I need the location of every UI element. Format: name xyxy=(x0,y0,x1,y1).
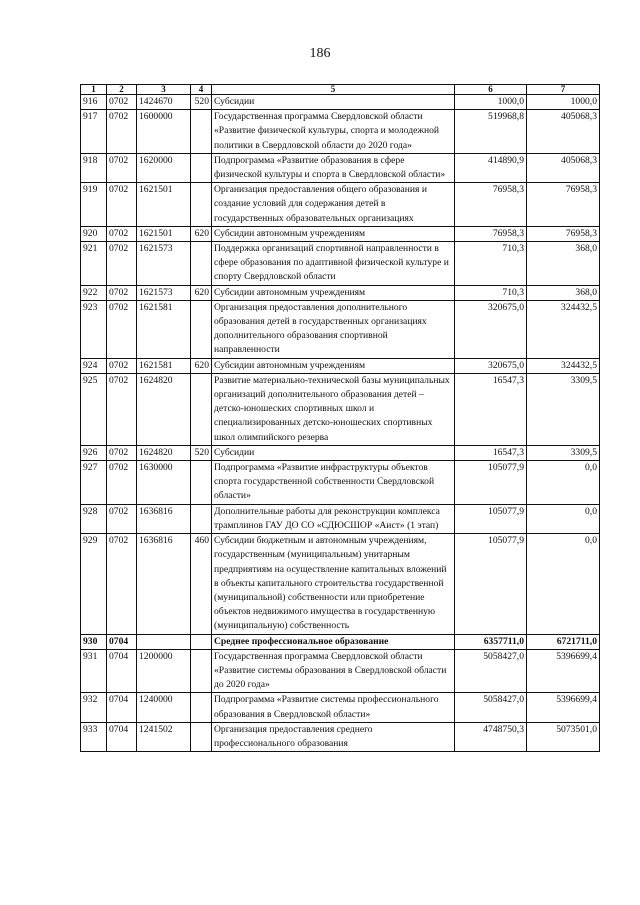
row-number-cell: 931 xyxy=(81,649,107,693)
table-row xyxy=(81,300,600,358)
description-cell: Субсидии xyxy=(212,445,455,460)
amount-2018-cell: 6721711,0 xyxy=(527,634,600,649)
expense-type-cell xyxy=(191,461,212,505)
amount-2017-cell: 4748750,3 xyxy=(455,722,527,751)
amount-2017-cell: 1000,0 xyxy=(455,95,527,110)
amount-2017-cell: 6357711,0 xyxy=(455,634,527,649)
target-code-cell: 1624820 xyxy=(137,373,191,445)
amount-2017-cell: 5058427,0 xyxy=(455,693,527,722)
amount-2017-cell: 76958,3 xyxy=(455,183,527,227)
section-code-cell: 0702 xyxy=(107,242,137,286)
amount-2018-cell: 324432,5 xyxy=(527,358,600,373)
header-cell: 3 xyxy=(137,85,191,95)
section-code-cell: 0702 xyxy=(107,153,137,182)
target-code-cell: 1630000 xyxy=(137,461,191,505)
table-row xyxy=(81,358,600,373)
section-code-cell: 0702 xyxy=(107,445,137,460)
table-row xyxy=(81,634,600,649)
description-cell: Субсидии автономным учреждениям xyxy=(212,226,455,241)
amount-2018-cell: 5396699,4 xyxy=(527,649,600,693)
amount-2018-cell: 405068,3 xyxy=(527,110,600,154)
section-code-cell: 0702 xyxy=(107,183,137,227)
amount-2017-cell: 16547,3 xyxy=(455,445,527,460)
expense-type-cell xyxy=(191,722,212,751)
target-code-cell: 1621501 xyxy=(137,226,191,241)
target-code-cell: 1636816 xyxy=(137,504,191,533)
row-number-cell: 919 xyxy=(81,183,107,227)
description-cell: Государственная программа Свердловской области «Развитие системы образования в Свердловской области до 2020 года» xyxy=(212,649,455,693)
table-row xyxy=(81,693,600,722)
amount-2018-cell: 3309,5 xyxy=(527,445,600,460)
expense-type-cell xyxy=(191,504,212,533)
expense-type-cell: 520 xyxy=(191,95,212,110)
amount-2018-cell: 76958,3 xyxy=(527,183,600,227)
description-cell: Субсидии бюджетным и автономным учреждениям, государственным (муниципальным) унитарным предприятиям на осуществление капитальных вложений в объекты капитального строительства государственной (муниципальной) собственности или приобретение объектов недвижимого имущества в государственную (муниципальную) собственность xyxy=(212,534,455,634)
amount-2018-cell: 0,0 xyxy=(527,461,600,505)
target-code-cell: 1636816 xyxy=(137,534,191,634)
amount-2017-cell: 320675,0 xyxy=(455,358,527,373)
expense-type-cell: 620 xyxy=(191,358,212,373)
description-cell: Среднее профессиональное образование xyxy=(212,634,455,649)
section-code-cell: 0704 xyxy=(107,649,137,693)
amount-2018-cell: 405068,3 xyxy=(527,153,600,182)
target-code-cell: 1620000 xyxy=(137,153,191,182)
amount-2017-cell: 76958,3 xyxy=(455,226,527,241)
row-number-cell: 924 xyxy=(81,358,107,373)
amount-2017-cell: 710,3 xyxy=(455,285,527,300)
expense-type-cell xyxy=(191,242,212,286)
row-number-cell: 926 xyxy=(81,445,107,460)
amount-2017-cell: 710,3 xyxy=(455,242,527,286)
target-code-cell: 1624820 xyxy=(137,445,191,460)
amount-2018-cell: 324432,5 xyxy=(527,300,600,358)
header-cell: 4 xyxy=(191,85,212,95)
budget-table xyxy=(80,84,600,752)
section-code-cell: 0702 xyxy=(107,95,137,110)
table-row xyxy=(81,722,600,751)
row-number-cell: 922 xyxy=(81,285,107,300)
amount-2018-cell: 5073501,0 xyxy=(527,722,600,751)
row-number-cell: 917 xyxy=(81,110,107,154)
target-code-cell: 1200000 xyxy=(137,649,191,693)
description-cell: Развитие материально-технической базы муниципальных организаций дополнительного образования детей – детско-юношеских спортивных школ и специализированных детско-юношеских спортивных школ олимпийского резерва xyxy=(212,373,455,445)
table-row xyxy=(81,504,600,533)
header-cell: 6 xyxy=(455,85,527,95)
description-cell: Поддержка организаций спортивной направленности в сфере образования по адаптивной физической культуре и спорту Свердловской области xyxy=(212,242,455,286)
section-code-cell: 0704 xyxy=(107,722,137,751)
amount-2017-cell: 16547,3 xyxy=(455,373,527,445)
header-cell: 1 xyxy=(81,85,107,95)
table-row xyxy=(81,649,600,693)
row-number-cell: 925 xyxy=(81,373,107,445)
expense-type-cell xyxy=(191,300,212,358)
expense-type-cell xyxy=(191,693,212,722)
table-row xyxy=(81,285,600,300)
table-body xyxy=(81,95,600,752)
expense-type-cell xyxy=(191,634,212,649)
section-code-cell: 0702 xyxy=(107,110,137,154)
amount-2017-cell: 519968,8 xyxy=(455,110,527,154)
description-cell: Организация предоставления общего образования и создание условий для содержания детей в государственных образовательных организациях xyxy=(212,183,455,227)
target-code-cell: 1621581 xyxy=(137,300,191,358)
section-code-cell: 0702 xyxy=(107,461,137,505)
section-code-cell: 0704 xyxy=(107,693,137,722)
expense-type-cell: 460 xyxy=(191,534,212,634)
row-number-cell: 932 xyxy=(81,693,107,722)
section-code-cell: 0702 xyxy=(107,285,137,300)
expense-type-cell: 620 xyxy=(191,226,212,241)
description-cell: Субсидии автономным учреждениям xyxy=(212,285,455,300)
row-number-cell: 921 xyxy=(81,242,107,286)
table-row xyxy=(81,461,600,505)
expense-type-cell: 520 xyxy=(191,445,212,460)
expense-type-cell xyxy=(191,153,212,182)
target-code-cell xyxy=(137,634,191,649)
section-code-cell: 0702 xyxy=(107,534,137,634)
target-code-cell: 1621573 xyxy=(137,242,191,286)
amount-2018-cell: 76958,3 xyxy=(527,226,600,241)
section-code-cell: 0702 xyxy=(107,373,137,445)
amount-2018-cell: 368,0 xyxy=(527,242,600,286)
table-row xyxy=(81,534,600,634)
row-number-cell: 929 xyxy=(81,534,107,634)
table-row xyxy=(81,153,600,182)
row-number-cell: 918 xyxy=(81,153,107,182)
description-cell: Подпрограмма «Развитие системы профессионального образования в Свердловской области» xyxy=(212,693,455,722)
amount-2018-cell: 1000,0 xyxy=(527,95,600,110)
amount-2017-cell: 105077,9 xyxy=(455,504,527,533)
section-code-cell: 0704 xyxy=(107,634,137,649)
amount-2018-cell: 3309,5 xyxy=(527,373,600,445)
amount-2018-cell: 5396699,4 xyxy=(527,693,600,722)
amount-2017-cell: 105077,9 xyxy=(455,534,527,634)
table-row xyxy=(81,226,600,241)
description-cell: Организация предоставления среднего профессионального образования xyxy=(212,722,455,751)
expense-type-cell xyxy=(191,183,212,227)
expense-type-cell: 620 xyxy=(191,285,212,300)
header-row xyxy=(81,85,600,95)
table-row xyxy=(81,242,600,286)
target-code-cell: 1424670 xyxy=(137,95,191,110)
target-code-cell: 1240000 xyxy=(137,693,191,722)
amount-2017-cell: 5058427,0 xyxy=(455,649,527,693)
amount-2018-cell: 0,0 xyxy=(527,504,600,533)
target-code-cell: 1621581 xyxy=(137,358,191,373)
expense-type-cell xyxy=(191,373,212,445)
description-cell: Организация предоставления дополнительного образования детей в государственных организациях дополнительного образования спортивной направленности xyxy=(212,300,455,358)
description-cell: Дополнительные работы для реконструкции комплекса трамплинов ГАУ ДО СО «СДЮСШОР «Аист» (1 этап) xyxy=(212,504,455,533)
amount-2017-cell: 320675,0 xyxy=(455,300,527,358)
row-number-cell: 920 xyxy=(81,226,107,241)
row-number-cell: 928 xyxy=(81,504,107,533)
page-number: 186 xyxy=(309,46,331,61)
row-number-cell: 930 xyxy=(81,634,107,649)
row-number-cell: 923 xyxy=(81,300,107,358)
row-number-cell: 933 xyxy=(81,722,107,751)
amount-2017-cell: 105077,9 xyxy=(455,461,527,505)
target-code-cell: 1241502 xyxy=(137,722,191,751)
header-cell: 2 xyxy=(107,85,137,95)
row-number-cell: 916 xyxy=(81,95,107,110)
description-cell: Субсидии автономным учреждениям xyxy=(212,358,455,373)
table-row xyxy=(81,373,600,445)
amount-2018-cell: 0,0 xyxy=(527,534,600,634)
expense-type-cell xyxy=(191,110,212,154)
description-cell: Подпрограмма «Развитие инфраструктуры объектов спорта государственной собственности Свердловской области» xyxy=(212,461,455,505)
header-cell: 5 xyxy=(212,85,455,95)
amount-2017-cell: 414890,9 xyxy=(455,153,527,182)
section-code-cell: 0702 xyxy=(107,358,137,373)
target-code-cell: 1600000 xyxy=(137,110,191,154)
table-row xyxy=(81,445,600,460)
section-code-cell: 0702 xyxy=(107,300,137,358)
expense-type-cell xyxy=(191,649,212,693)
amount-2018-cell: 368,0 xyxy=(527,285,600,300)
target-code-cell: 1621501 xyxy=(137,183,191,227)
section-code-cell: 0702 xyxy=(107,504,137,533)
row-number-cell: 927 xyxy=(81,461,107,505)
target-code-cell: 1621573 xyxy=(137,285,191,300)
description-cell: Подпрограмма «Развитие образования в сфере физической культуры и спорта в Свердловской области» xyxy=(212,153,455,182)
header-cell: 7 xyxy=(527,85,600,95)
description-cell: Государственная программа Свердловской области «Развитие физической культуры, спорта и молодежной политики в Свердловской области до 2020 года» xyxy=(212,110,455,154)
section-code-cell: 0702 xyxy=(107,226,137,241)
table-row xyxy=(81,183,600,227)
table-row xyxy=(81,110,600,154)
table-row xyxy=(81,95,600,110)
description-cell: Субсидии xyxy=(212,95,455,110)
